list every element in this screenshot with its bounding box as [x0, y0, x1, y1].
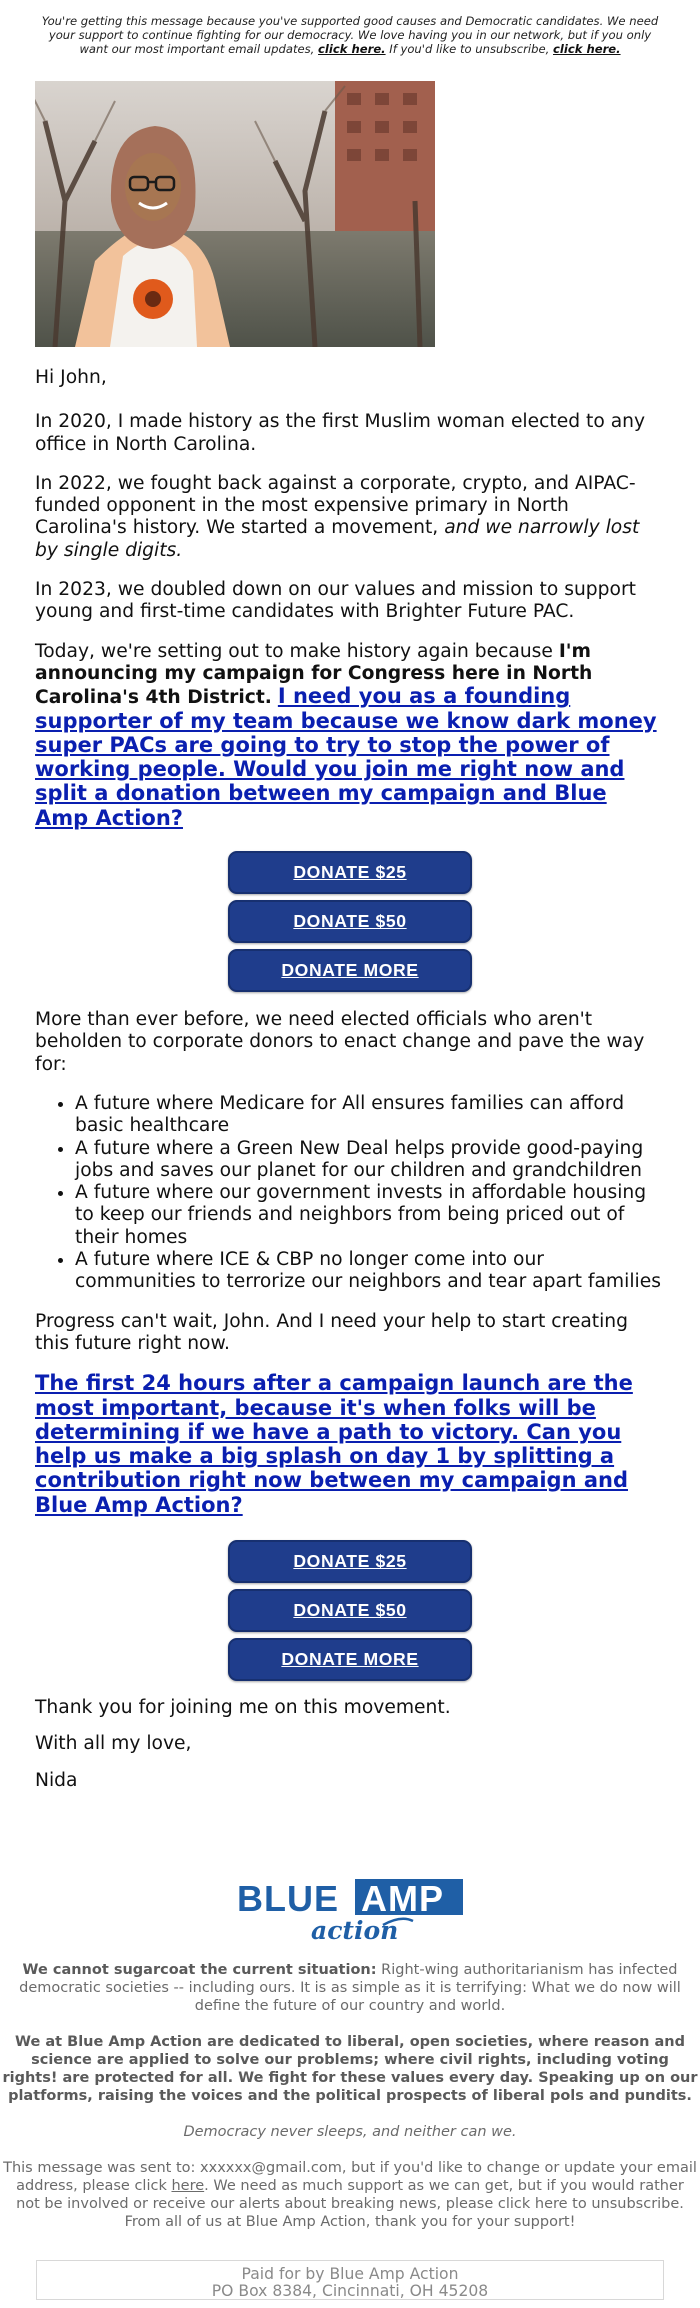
- donate-buttons-top: [35, 851, 665, 992]
- paragraph-thanks: Thank you for joining me on this movement.: [35, 1696, 451, 1718]
- paragraph-2022-emphasis: and we narrowly lost by single digits.: [35, 517, 640, 561]
- list-item: • A future where ICE & CBP no longer come into our communities to terrorize our neighbors and tear apart families: [75, 1249, 665, 1294]
- email-preferences-link[interactable]: click here.: [318, 42, 386, 56]
- announcement-bold: I'm announcing my campaign for Congress here in North Carolina's 4th District.: [35, 640, 593, 709]
- donate-25-button-bottom[interactable]: DONATE $25: [228, 1540, 472, 1583]
- paragraph-24-hours: [35, 1372, 665, 1518]
- donate-50-button[interactable]: DONATE $50: [228, 900, 472, 943]
- first-24-hours-link[interactable]: The first 24 hours after a campaign launch are the most important, because it's when folks will be determining if we have a path to victory. Can you help us make a big splash on day 1 by splitting a contribution right now between my campaign and Blue Amp Action?: [35, 1371, 633, 1517]
- footer-situation-text: Right-wing authoritarianism has infected democratic societies -- including ours. It is as simple as it is terrifying: What we do now will define the future of our country and world.: [19, 1962, 681, 2014]
- paragraph-2022: [35, 473, 665, 562]
- footer-tagline: Democracy never sleeps, and neither can we.: [183, 2124, 517, 2140]
- paid-for-disclaimer: [36, 2260, 664, 2300]
- greeting: Hi John,: [35, 367, 107, 388]
- announcement-text: Today, we're setting out to make history again because: [35, 640, 553, 662]
- hero-photo-illustration: [35, 81, 435, 347]
- footer-notice-text: This message was sent to: xxxxxx@gmail.com, but if you'd like to change or update your email address, please click: [3, 2160, 697, 2194]
- footer-notice: [2, 2159, 698, 2231]
- footer-situation: [2, 1961, 698, 2015]
- logo-word-blue: BLUE: [237, 1878, 339, 1919]
- email-body: [35, 352, 665, 1792]
- signature: Nida: [35, 1769, 78, 1791]
- preheader-text-2: If you'd like to unsubscribe,: [389, 42, 550, 56]
- signoff: With all my love,: [35, 1733, 192, 1755]
- footer-mission: [2, 2033, 698, 2105]
- futures-list: [35, 1093, 665, 1294]
- footer: [0, 1874, 700, 2231]
- paragraph-announcement: [35, 641, 665, 831]
- logo-word-action: action: [311, 1916, 399, 1943]
- footer-notice-text-2: . We need as much support as we can get, but if you would rather not be involved or receive our alerts about breaking news, please click here to unsubscribe. From all of us at Blue Amp Action, thank you for your support!: [16, 2178, 684, 2230]
- list-item: • A future where Medicare for All ensures families can afford basic healthcare: [75, 1093, 665, 1138]
- donate-25-button[interactable]: DONATE $25: [228, 851, 472, 894]
- logo-word-amp: AMP: [361, 1878, 444, 1919]
- unsubscribe-link[interactable]: click here.: [553, 42, 621, 56]
- address-text: PO Box 8384, Cincinnati, OH 45208: [211, 2282, 489, 2300]
- donation-appeal-link[interactable]: I need you as a founding supporter of my team because we know dark money super PACs are going to try to stop the power of working people. Would you join me right now and split a donation between my campaign and Blue Amp Action?: [35, 684, 657, 830]
- footer-situation-bold: We cannot sugarcoat the current situation:: [22, 1962, 377, 1978]
- list-item: • A future where a Green New Deal helps provide good-paying jobs and saves our planet for our children and grandchildren: [75, 1138, 665, 1183]
- list-item: • A future where our government invests in affordable housing to keep our friends and neighbors from being priced out of their homes: [75, 1182, 665, 1249]
- paragraph-officials: More than ever before, we need elected officials who aren't beholden to corporate donors to enact change and pave the way for:: [35, 1009, 645, 1075]
- paragraph-2022-text: In 2022, we fought back against a corporate, crypto, and AIPAC-funded opponent in the most expensive primary in North Carolina's history. We started a movement,: [35, 472, 636, 539]
- preheader-text: You're getting this message because you've supported good causes and Democratic candidates. We need your support to continue fighting for our democracy. We love having you in our network, but if you only want our most important email updates,: [41, 14, 659, 56]
- update-email-link[interactable]: here: [171, 2178, 205, 2194]
- footer-mission-bold: We at Blue Amp Action are dedicated to liberal, open societies, where reason and science are applied to solve our problems; where civil rights, including voting rights! are protected for all. We fight for these values every day. Speaking up on our platforms, raising the voices and the political prospects of liberal pols and pundits.: [2, 2034, 698, 2104]
- paragraph-history: In 2020, I made history as the first Muslim woman elected to any office in North Carolina.: [35, 411, 646, 455]
- donate-more-button-bottom[interactable]: DONATE MORE: [228, 1638, 472, 1681]
- paragraph-2023: In 2023, we doubled down on our values and mission to support young and first-time candidates with Brighter Future PAC.: [35, 579, 636, 623]
- donate-buttons-bottom: [35, 1540, 665, 1681]
- paid-by-text: Paid for by Blue Amp Action: [241, 2265, 459, 2283]
- paragraph-progress: Progress can't wait, John. And I need your help to start creating this future right now.: [35, 1310, 629, 1354]
- donate-more-button[interactable]: DONATE MORE: [228, 949, 472, 992]
- donate-50-button-bottom[interactable]: DONATE $50: [228, 1589, 472, 1632]
- preheader: [34, 14, 666, 56]
- hero-photo: [35, 81, 435, 347]
